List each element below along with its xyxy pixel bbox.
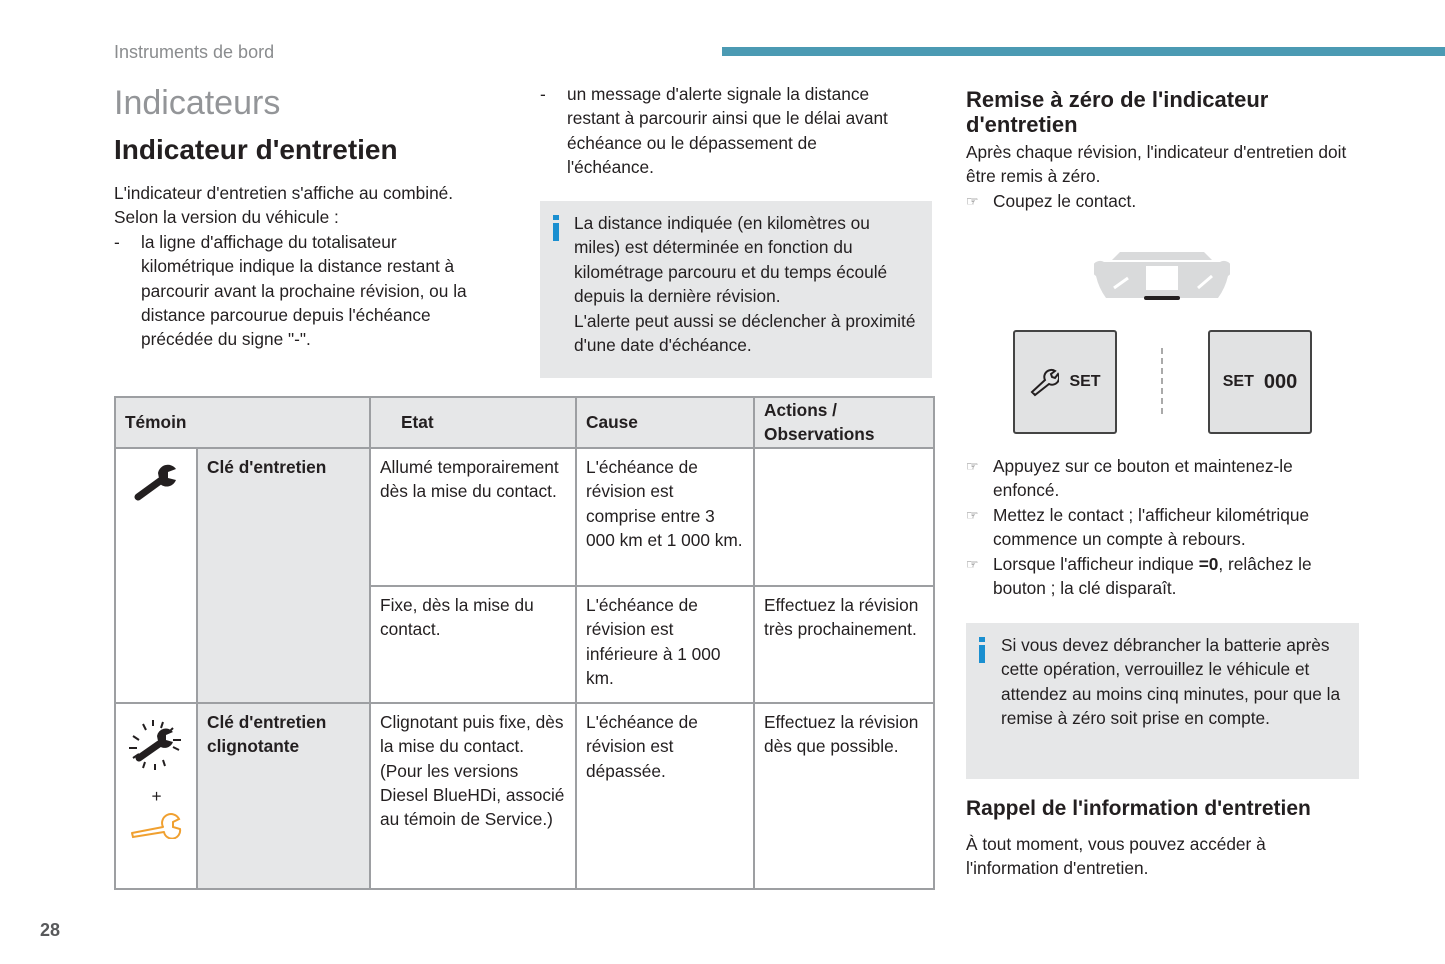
step-item: [966, 454, 1351, 503]
cause-cell: L'échéance de révision est dépassée.: [576, 703, 754, 889]
recall-text: À tout moment, vous pouvez accéder à l'information d'entretien.: [966, 834, 1266, 879]
accent-bar: [722, 47, 1445, 56]
info-text: Si vous devez débrancher la batterie après cette opération, verrouillez le véhicule et attendez au moins cinq minutes, pour que la remise à zéro soit prise en compte.: [1001, 635, 1341, 729]
info-icon: [978, 637, 986, 663]
bullet-item: - la ligne d'affichage du totalisateur kilométrique indique la distance restant à parcourir avant la prochaine révision, ou la distance parcourue depuis l'échéance précédée du signe "-".: [114, 230, 486, 352]
section-title: Indicateur d'entretien: [114, 134, 398, 165]
reset-title: Remise à zéro de l'indicateur d'entretien: [966, 87, 1269, 137]
steps-list: [966, 454, 1351, 600]
etat-cell: Fixe, dès la mise du contact.: [370, 586, 576, 703]
step-item: [966, 503, 1351, 552]
step-value: =0: [1198, 553, 1219, 574]
etat-cell: Clignotant puis fixe, dès la mise du contact. (Pour les versions Diesel BlueHDi, associé au témoin de Service.): [370, 703, 576, 889]
reset-intro-text: Après chaque révision, l'indicateur d'entretien doit être remis à zéro.: [966, 142, 1347, 187]
reset-intro: [966, 140, 1356, 213]
info-text: La distance indiquée (en kilomètres ou miles) est déterminée en fonction du kilométrage parcouru et du temps écoulé depuis la dernière révision.: [574, 213, 888, 307]
hand-pointer-icon: ☞: [966, 458, 979, 474]
set-label: SET: [1069, 372, 1101, 390]
step-item: [966, 189, 1356, 213]
col-header: Actions / Observations: [754, 397, 934, 448]
set-000-display: [1208, 330, 1312, 434]
action-cell: Effectuez la révision dès que possible.: [754, 703, 934, 889]
page-number: 28: [40, 920, 61, 940]
action-cell: [754, 448, 934, 586]
intro-line-1: L'indicateur d'entretien s'affiche au combiné.: [114, 183, 454, 203]
plus-sign: +: [151, 786, 162, 807]
step-text: Lorsque l'afficheur indique: [993, 553, 1199, 574]
page-title: Indicateurs: [114, 84, 281, 122]
wrench-cell: [115, 448, 197, 703]
step-text: , relâchez le bouton ; la clé disparaît.: [993, 553, 1312, 599]
hand-pointer-icon: ☞: [966, 192, 979, 209]
info-box: [540, 201, 932, 378]
table-row: [115, 448, 934, 586]
divider: [1161, 348, 1163, 414]
info-icon: [552, 215, 560, 241]
hand-pointer-icon: ☞: [966, 506, 979, 523]
info-text: L'alerte peut aussi se déclencher à proximité d'une date d'échéance.: [574, 310, 916, 356]
step-text: Appuyez sur ce bouton et maintenez-le enfoncé.: [993, 456, 1293, 501]
bullet-item: - un message d'alerte signale la distance restant à parcourir ainsi que le délai avant échéance ou le dépassement de l'échéance.: [540, 82, 900, 180]
col-header: Etat: [370, 397, 576, 448]
step-text: Mettez le contact ; l'afficheur kilométrique commence un compte à rebours.: [993, 504, 1310, 550]
cause-cell: L'échéance de révision est inférieure à 1 000 km.: [576, 586, 754, 703]
recall-title: Rappel de l'information d'entretien: [966, 797, 1311, 820]
service-wrench-icon: [129, 813, 185, 839]
wrench-icon: [134, 463, 180, 503]
set-label: SET: [1222, 372, 1254, 390]
hand-pointer-icon: ☞: [966, 555, 979, 572]
table-row: [115, 703, 934, 889]
intro-line-2: Selon la version du véhicule :: [114, 207, 339, 228]
counter-value: 000: [1263, 370, 1298, 393]
intro-text: [114, 181, 486, 352]
action-cell: Effectuez la révision très prochainement.: [754, 586, 934, 703]
battery-info-box: [966, 623, 1359, 779]
step-text: Coupez le contact.: [993, 190, 1137, 211]
indicator-name: Clé d'entretien: [197, 448, 370, 703]
indicator-name: Clé d'entretien clignotante: [197, 703, 370, 889]
indicator-table: [114, 396, 935, 890]
cause-cell: L'échéance de révision est comprise entre 3 000 km et 1 000 km.: [576, 448, 754, 586]
etat-cell: Allumé temporairement dès la mise du contact.: [370, 448, 576, 586]
col-header: Témoin: [115, 397, 370, 448]
set-button[interactable]: [1013, 330, 1117, 434]
wrench-cell: [115, 703, 197, 889]
section-header: Instruments de bord: [114, 42, 275, 62]
col-header: Cause: [576, 397, 754, 448]
instrument-cluster-illustration: [1094, 248, 1230, 304]
wrench-icon: [1029, 367, 1059, 397]
step-item: [966, 552, 1351, 601]
flashing-wrench-icon: [125, 714, 191, 774]
